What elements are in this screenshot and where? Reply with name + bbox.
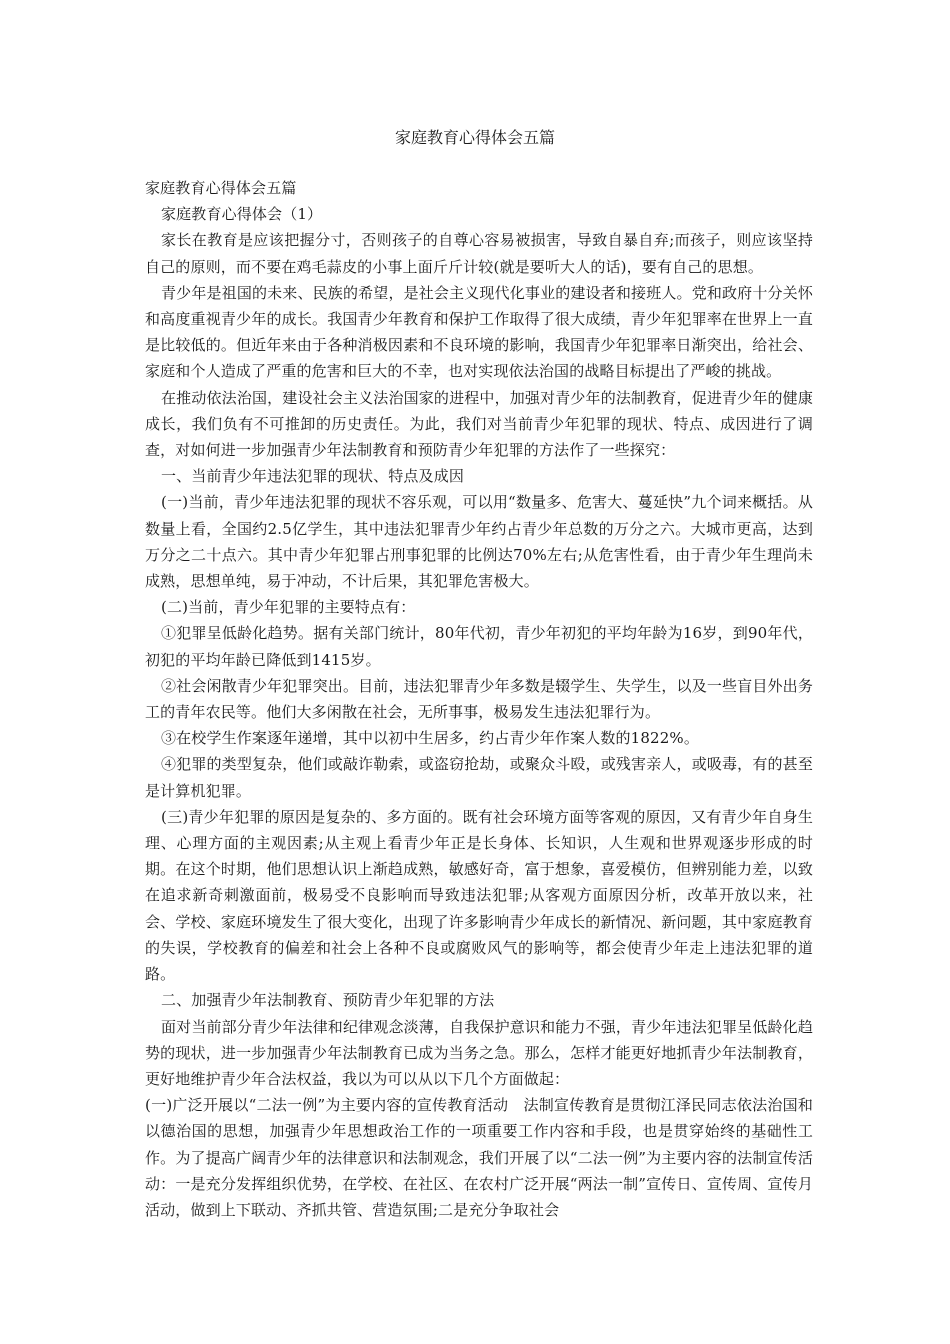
paragraph: 家庭教育心得体会（1） [161, 205, 323, 224]
paragraph: 面对当前部分青少年法律和纪律观念淡薄，自我保护意识和能力不强，青少年违法犯罪呈低龄化趋势的现状，进一步加强青少年法制教育已成为当务之急。那么，怎样才能更好地抓青少年法制教育，更好地维护青少年合法权益，我以为可以从以下几个方面做起： [145, 1017, 813, 1088]
paragraph: 在推动依法治国，建设社会主义法治国家的进程中，加强对青少年的法制教育，促进青少年的健康成长，我们负有不可推卸的历史责任。为此，我们对当前青少年犯罪的现状、特点、成因进行了调查，对如何进一步加强青少年法制教育和预防青少年犯罪的方法作了一些探究： [145, 388, 813, 460]
paragraph: (二)当前，青少年犯罪的主要特点有： [161, 598, 416, 617]
paragraph: 二、加强青少年法制教育、预防青少年犯罪的方法 [161, 991, 495, 1010]
paragraph: ②社会闲散青少年犯罪突出。目前，违法犯罪青少年多数是辍学生、失学生，以及一些盲目外出务工的青年农民等。他们大多闲散在社会，无所事事，极易发生违法犯罪行为。 [145, 676, 813, 722]
paragraph: 青少年是祖国的未来、民族的希望，是社会主义现代化事业的建设者和接班人。党和政府十分关怀和高度重视青少年的成长。我国青少年教育和保护工作取得了很大成绩，青少年犯罪率在世界上一直是比较低的。但近年来由于各种消极因素和不良环境的影响，我国青少年犯罪率日渐突出，给社会、家庭和个人造成了严重的危害和巨大的不幸，也对实现依法治国的战略目标提出了严峻的挑战。 [145, 283, 813, 381]
paragraph: 家长在教育是应该把握分寸，否则孩子的自尊心容易被损害，导致自暴自弃;而孩子，则应该坚持自己的原则，而不要在鸡毛蒜皮的小事上面斤斤计较(就是要听大人的话)，要有自己的思想。 [145, 231, 813, 276]
paragraph: ③在校学生作案逐年递增，其中以初中生居多，约占青少年作案人数的1822%。 [161, 729, 699, 748]
paragraph: (一)广泛开展以“二法一例”为主要内容的宣传教育活动 法制宣传教育是贯彻江泽民同志依法治国和以德治国的思想，加强青少年思想政治工作的一项重要工作内容和手段，也是贯穿始终的基础性工作。为了提高广阔青少年的法律意识和法制观念，我们开展了以“二法一例”为主要内容的法制宣传活动：一是充分发挥组织优势，在学校、在社区、在农村广泛开展“两法一制”宣传日、宣传周、宣传月活动，做到上下联动、齐抓共管、营造氛围;二是充分争取社会 [145, 1096, 813, 1219]
paragraph: ①犯罪呈低龄化趋势。据有关部门统计，80年代初，青少年初犯的平均年龄为16岁，到90年代，初犯的平均年龄已降低到1415岁。 [145, 624, 813, 669]
document-title: 家庭教育心得体会五篇 [394, 128, 555, 147]
paragraph: ④犯罪的类型复杂，他们或敲诈勒索，或盗窃抢劫，或聚众斗殴，或残害亲人，或吸毒，有的甚至是计算机犯罪。 [145, 755, 813, 800]
paragraph: 一、当前青少年违法犯罪的现状、特点及成因 [161, 467, 465, 486]
paragraph: (三)青少年犯罪的原因是复杂的、多方面的。既有社会环境方面等客观的原因，又有青少年自身生理、心理方面的主观因素;从主观上看青少年正是长身体、长知识，人生观和世界观逐步形成的时期。在这个时期，他们思想认识上渐趋成熟，敏感好奇，富于想象，喜爱模仿，但辨别能力差，以致在追求新奇刺激面前，极易受不良影响而导致违法犯罪;从客观方面原因分析，改革开放以来，社会、学校、家庭环境发生了很大变化，出现了许多影响青少年成长的新情况、新问题，其中家庭教育的失误，学校教育的偏差和社会上各种不良或腐败风气的影响等，都会使青少年走上违法犯罪的道路。 [145, 807, 813, 984]
paragraph: (一)当前，青少年违法犯罪的现状不容乐观，可以用“数量多、危害大、蔓延快”九个词来概括。从数量上看，全国约2.5亿学生，其中违法犯罪青少年约占青少年总数的万分之六。大城市更高，达到万分之二十点六。其中青少年犯罪占刑事犯罪的比例达70%左右;从危害性看，由于青少年生理尚未成熟，思想单纯，易于冲动，不计后果，其犯罪危害极大。 [145, 493, 813, 591]
document-body [145, 175, 813, 1223]
paragraph: 家庭教育心得体会五篇 [145, 179, 297, 197]
